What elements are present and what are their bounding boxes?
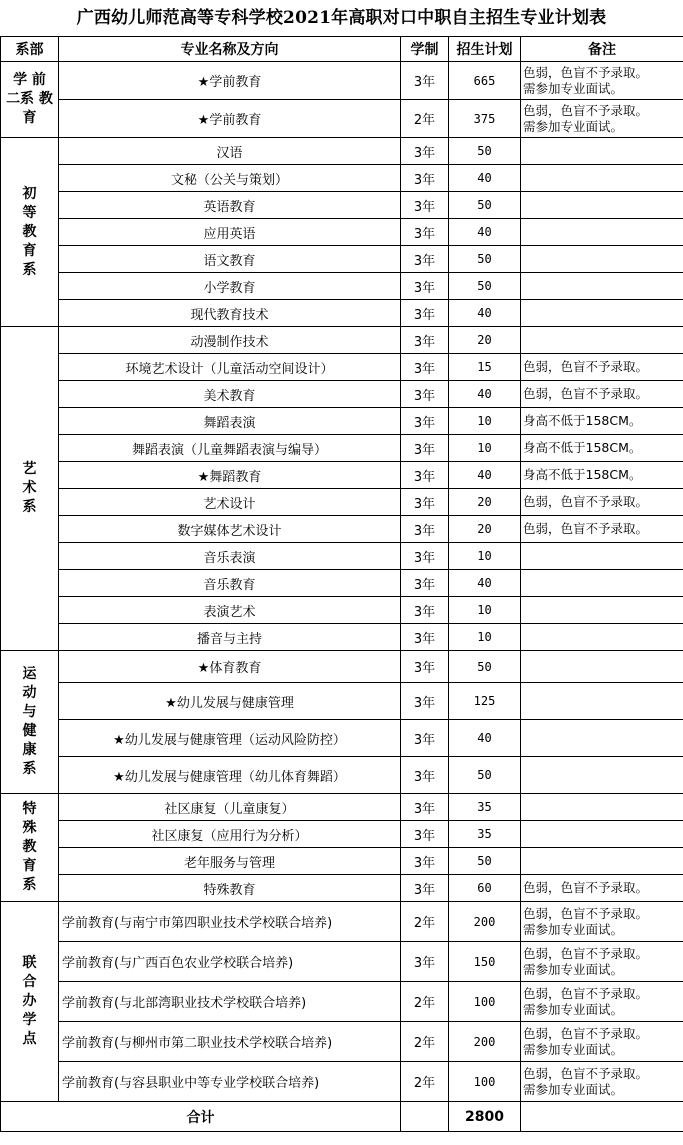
major-cell: 音乐表演 [59,543,401,570]
note-cell [521,327,683,354]
years-cell: 2年 [401,982,449,1022]
plan-cell: 200 [449,902,521,942]
major-cell: 小学教育 [59,273,401,300]
note-cell [521,219,683,246]
table-row [1,300,683,327]
major-cell: ★幼儿发展与健康管理（运动风险防控） [59,720,401,757]
dept-name-line: 系 [22,261,37,278]
plan-cell: 20 [449,489,521,516]
table-row [1,489,683,516]
table-row [1,570,683,597]
plan-cell: 50 [449,273,521,300]
major-cell: ★幼儿发展与健康管理（幼儿体育舞蹈） [59,757,401,794]
total-label: 合计 [1,1102,401,1132]
plan-cell: 125 [449,683,521,720]
years-cell: 3年 [401,219,449,246]
dept-cell [1,138,59,327]
years-cell: 3年 [401,794,449,821]
note-cell [521,138,683,165]
major-cell: 文秘（公关与策划） [59,165,401,192]
note-cell [521,683,683,720]
dept-name-line: 动 [22,685,37,701]
note-cell [521,720,683,757]
table-row [1,327,683,354]
dept-name-line: 点 [22,1031,37,1047]
note-line: 需参加专业面试。 [523,1001,624,1017]
plan-cell: 35 [449,821,521,848]
plan-cell: 10 [449,543,521,570]
table-row [1,516,683,543]
major-cell: 学前教育(与南宁市第四职业技术学校联合培养) [59,902,401,942]
table-row [1,875,683,902]
note-cell [521,192,683,219]
major-cell: 舞蹈表演（儿童舞蹈表演与编导） [59,435,401,462]
plan-cell: 10 [449,597,521,624]
note-line: 色弱，色盲不予录取。 [523,1065,649,1081]
years-cell: 3年 [401,516,449,543]
years-cell: 3年 [401,570,449,597]
years-cell: 3年 [401,138,449,165]
dept-name-line: 教 [22,223,37,240]
dept-name-line: 学 [22,1012,37,1028]
plan-cell: 40 [449,165,521,192]
table-row [1,1062,683,1102]
note-line: 色弱，色盲不予录取。 [523,905,649,921]
major-cell: 播音与主持 [59,624,401,651]
plan-cell: 150 [449,942,521,982]
dept-name-line: 术 [22,480,37,496]
dept-name-line: 运 [22,666,37,682]
dept-name-line: 等 [22,204,37,221]
header-plan: 招生计划 [449,37,521,62]
major-cell: ★学前教育 [59,100,401,138]
table-row [1,381,683,408]
major-cell: 舞蹈表演 [59,408,401,435]
dept-name-line: 初 [22,185,37,202]
note-line: 色弱，色盲不予录取。 [523,64,649,80]
years-cell: 3年 [401,848,449,875]
major-cell: 语文教育 [59,246,401,273]
note-cell [521,651,683,683]
table-row [1,165,683,192]
table-row [1,597,683,624]
years-cell: 3年 [401,489,449,516]
enrollment-plan-table [0,36,683,1132]
years-cell: 2年 [401,1062,449,1102]
plan-cell: 200 [449,1022,521,1062]
plan-cell: 20 [449,327,521,354]
plan-cell: 40 [449,219,521,246]
table-row [1,246,683,273]
years-cell: 3年 [401,543,449,570]
note-line: 色弱，色盲不予录取。 [523,359,649,374]
header-major: 专业名称及方向 [59,37,401,62]
plan-cell: 10 [449,408,521,435]
note-cell [521,848,683,875]
major-cell: 表演艺术 [59,597,401,624]
plan-cell: 100 [449,982,521,1022]
major-cell: 社区康复（儿童康复） [59,794,401,821]
dept-name-line: 殊 [22,820,37,836]
major-cell: ★舞蹈教育 [59,462,401,489]
dept-name-line: 办 [22,993,37,1009]
note-cell [521,100,683,138]
header-years: 学制 [401,37,449,62]
table-row [1,720,683,757]
page-title: 广西幼儿师范高等专科学校2021年高职对口中职自主招生专业计划表 [76,8,607,28]
table-row [1,543,683,570]
note-cell [521,273,683,300]
dept-name-line: 系 [22,761,37,777]
note-cell [521,381,683,408]
dept-name-line: 健 [22,723,37,739]
note-cell [521,570,683,597]
dept-name-line: 合 [22,974,37,990]
major-cell: 艺术设计 [59,489,401,516]
total-value: 2800 [449,1102,521,1132]
years-cell: 3年 [401,435,449,462]
years-cell: 2年 [401,902,449,942]
note-cell [521,902,683,942]
note-line: 需参加专业面试。 [523,961,624,977]
dept-name-line: 艺 [22,461,37,477]
note-line: 色弱，色盲不予录取。 [523,880,649,895]
dept-name-line: 系 [22,499,37,515]
note-cell [521,942,683,982]
plan-cell: 50 [449,138,521,165]
header-dept: 系部 [1,37,59,62]
dept-name-line: 育 [22,858,37,874]
note-line: 身高不低于158CM。 [523,467,642,482]
dept-name-line: 联 [22,955,37,971]
note-line: 色弱，色盲不予录取。 [523,102,649,118]
plan-cell: 50 [449,192,521,219]
plan-cell: 40 [449,720,521,757]
plan-cell: 40 [449,300,521,327]
total-row [1,1102,683,1132]
years-cell: 3年 [401,942,449,982]
years-cell: 3年 [401,408,449,435]
plan-cell: 40 [449,381,521,408]
years-cell: 3年 [401,683,449,720]
major-cell: 环境艺术设计（儿童活动空间设计） [59,354,401,381]
table-row [1,848,683,875]
years-cell: 3年 [401,300,449,327]
years-cell: 3年 [401,354,449,381]
plan-cell: 40 [449,462,521,489]
major-cell: 汉语 [59,138,401,165]
years-cell: 3年 [401,381,449,408]
years-cell: 3年 [401,624,449,651]
plan-cell: 60 [449,875,521,902]
note-cell [521,165,683,192]
plan-cell: 50 [449,246,521,273]
note-cell [521,624,683,651]
note-line: 色弱，色盲不予录取。 [523,945,649,961]
major-cell: 美术教育 [59,381,401,408]
plan-cell: 50 [449,757,521,794]
note-line: 需参加专业面试。 [523,80,624,96]
table-row [1,902,683,942]
note-line: 色弱，色盲不予录取。 [523,386,649,401]
table-row [1,100,683,138]
years-cell: 2年 [401,1022,449,1062]
major-cell: 特殊教育 [59,875,401,902]
plan-cell: 15 [449,354,521,381]
header-note: 备注 [521,37,683,62]
note-cell [521,354,683,381]
table-row [1,982,683,1022]
years-cell: 3年 [401,875,449,902]
major-cell: 应用英语 [59,219,401,246]
plan-cell: 10 [449,435,521,462]
note-line: 需参加专业面试。 [523,921,624,937]
table-header-row [1,37,683,62]
note-cell [521,1022,683,1062]
dept-name-line: 系 [22,877,37,893]
years-cell: 3年 [401,651,449,683]
years-cell: 3年 [401,246,449,273]
note-cell [521,435,683,462]
table-row [1,462,683,489]
note-cell [521,300,683,327]
note-cell [521,794,683,821]
dept-cell [1,902,59,1102]
dept-name-line: 与 [22,704,37,720]
major-cell: 英语教育 [59,192,401,219]
table-row [1,435,683,462]
table-row [1,408,683,435]
table-row [1,219,683,246]
table-row [1,683,683,720]
dept-name-line: 特 [22,801,37,817]
years-cell: 3年 [401,757,449,794]
plan-cell: 50 [449,651,521,683]
note-cell [521,516,683,543]
table-row [1,651,683,683]
table-row [1,273,683,300]
dept-name-line: 教 [22,839,37,855]
note-line: 需参加专业面试。 [523,118,624,134]
note-line: 色弱，色盲不予录取。 [523,1025,649,1041]
major-cell: 老年服务与管理 [59,848,401,875]
note-cell [521,462,683,489]
note-cell [521,597,683,624]
dept-name-line: 学 前 [13,72,46,88]
note-cell [521,489,683,516]
major-cell: ★幼儿发展与健康管理 [59,683,401,720]
plan-cell: 100 [449,1062,521,1102]
table-row [1,794,683,821]
years-cell: 3年 [401,273,449,300]
major-cell: 学前教育(与容县职业中等专业学校联合培养) [59,1062,401,1102]
years-cell: 3年 [401,62,449,100]
dept-cell [1,651,59,794]
dept-cell [1,327,59,651]
note-cell [521,543,683,570]
note-cell [521,757,683,794]
years-cell: 3年 [401,821,449,848]
dept-name-line: 二系 教 [6,91,53,107]
note-line: 色弱，色盲不予录取。 [523,521,649,536]
table-row [1,192,683,219]
table-row [1,1022,683,1062]
table-row [1,62,683,100]
plan-cell: 10 [449,624,521,651]
major-cell: 数字媒体艺术设计 [59,516,401,543]
table-row [1,138,683,165]
table-row [1,354,683,381]
major-cell: 音乐教育 [59,570,401,597]
major-cell: 学前教育(与柳州市第二职业技术学校联合培养) [59,1022,401,1062]
plan-cell: 375 [449,100,521,138]
note-cell [521,246,683,273]
table-row [1,624,683,651]
major-cell: ★体育教育 [59,651,401,683]
note-line: 身高不低于158CM。 [523,440,642,455]
note-cell [521,982,683,1022]
note-line: 需参加专业面试。 [523,1041,624,1057]
table-row [1,821,683,848]
table-row [1,942,683,982]
years-cell: 3年 [401,720,449,757]
major-cell: ★学前教育 [59,62,401,100]
major-cell: 动漫制作技术 [59,327,401,354]
note-cell [521,62,683,100]
years-cell: 3年 [401,327,449,354]
note-line: 色弱，色盲不予录取。 [523,985,649,1001]
note-cell [521,821,683,848]
years-cell: 3年 [401,192,449,219]
note-line: 身高不低于158CM。 [523,413,642,428]
years-cell: 3年 [401,462,449,489]
note-line: 色弱，色盲不予录取。 [523,494,649,509]
years-cell: 2年 [401,100,449,138]
note-cell [521,875,683,902]
table-row [1,757,683,794]
plan-cell: 35 [449,794,521,821]
dept-name-line: 康 [22,742,37,758]
note-cell [521,1062,683,1102]
years-cell: 3年 [401,597,449,624]
plan-cell: 40 [449,570,521,597]
plan-cell: 50 [449,848,521,875]
dept-name-line: 育 [22,110,37,126]
dept-name-line: 育 [22,242,37,259]
plan-cell: 665 [449,62,521,100]
years-cell: 3年 [401,165,449,192]
note-line: 需参加专业面试。 [523,1081,624,1097]
dept-cell [1,794,59,902]
plan-cell: 20 [449,516,521,543]
major-cell: 学前教育(与北部湾职业技术学校联合培养) [59,982,401,1022]
major-cell: 现代教育技术 [59,300,401,327]
major-cell: 学前教育(与广西百色农业学校联合培养) [59,942,401,982]
major-cell: 社区康复（应用行为分析） [59,821,401,848]
note-cell [521,408,683,435]
dept-cell [1,62,59,138]
